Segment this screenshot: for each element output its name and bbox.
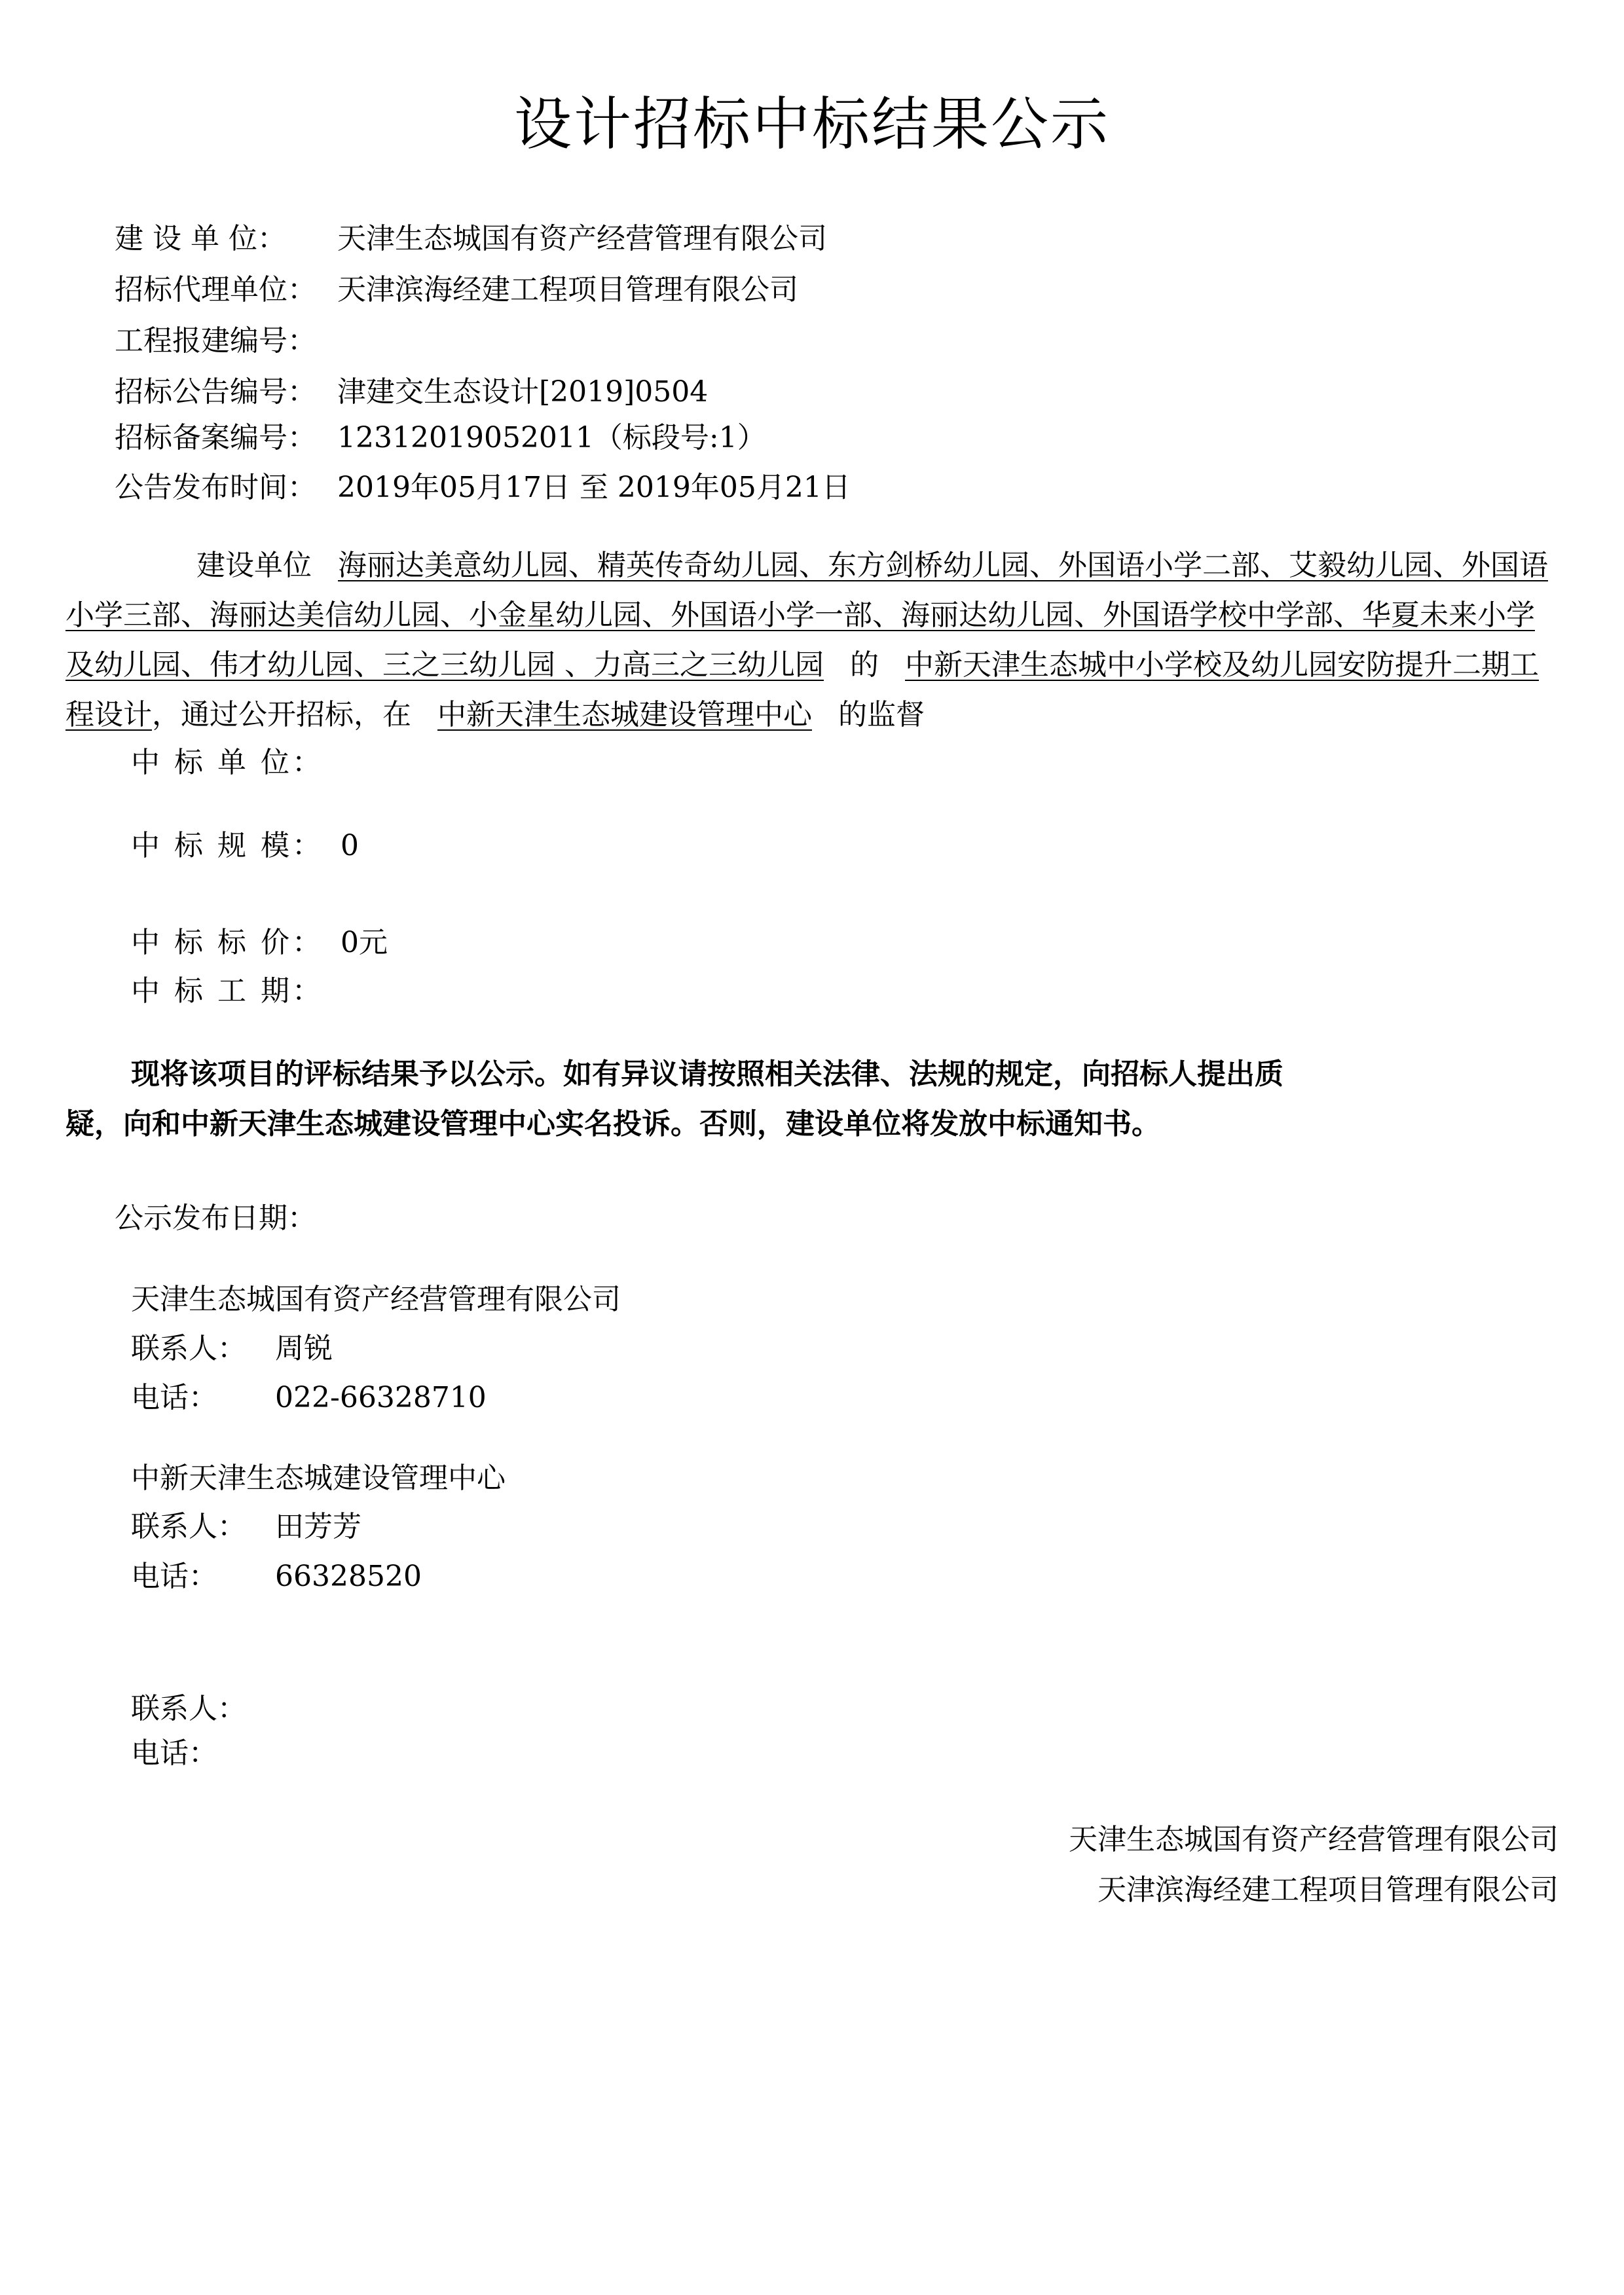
agent-row <box>115 270 798 310</box>
paragraph-of: 的 <box>849 648 879 682</box>
contact-phone-1: 022-66328710 <box>275 1381 487 1414</box>
contact-person-label-1: 联系人： <box>131 1332 246 1365</box>
notice-no-value: 津建交生态设计[2019]0504 <box>337 375 709 409</box>
signature-1: 天津生态城国有资产经营管理有限公司 <box>1069 1823 1559 1856</box>
award-scale-label: 中 标 规 模： <box>131 829 323 862</box>
project-no-label: 工程报建编号： <box>115 324 316 358</box>
paragraph-tail: 的监督 <box>838 698 925 731</box>
agent-value: 天津滨海经建工程项目管理有限公司 <box>337 273 798 306</box>
award-period-row <box>131 972 341 1011</box>
publicity-statement <box>65 1050 1493 1149</box>
paragraph-mid: ，通过公开招标，在 <box>152 698 411 731</box>
construction-unit-row <box>115 219 827 259</box>
notice-no-row <box>115 373 708 412</box>
agent-label: 招标代理单位： <box>115 273 316 306</box>
contact-person-1: 周锐 <box>275 1332 333 1365</box>
contact-person-label-3: 联系人： <box>131 1692 246 1725</box>
contact-org-2: 中新天津生态城建设管理中心 <box>131 1461 506 1495</box>
award-price-label: 中 标 标 价： <box>131 926 323 959</box>
contact-phone-row-2 <box>131 1557 422 1596</box>
award-scale-row <box>131 826 359 866</box>
contact-phone-label-1: 电话： <box>131 1381 217 1414</box>
publish-date-row <box>115 1199 316 1238</box>
signature-2: 天津滨海经建工程项目管理有限公司 <box>1098 1873 1559 1907</box>
project-name: 中新天津生态城中小学校及幼儿园安防提升二期工程设计 <box>65 648 1539 731</box>
contact-person-label-2: 联系人： <box>131 1510 246 1543</box>
record-no-row <box>115 418 766 458</box>
page-title: 设计招标中标结果公示 <box>513 90 1110 158</box>
contact-person-row-3 <box>131 1689 275 1729</box>
record-no-label: 招标备案编号： <box>115 421 316 454</box>
publish-time-value: 2019年05月17日 至 2019年05月21日 <box>337 471 851 504</box>
contact-person-row-1 <box>131 1329 333 1368</box>
construction-unit-label: 建 设 单 位： <box>115 222 286 255</box>
notice-no-label: 招标公告编号： <box>115 375 316 409</box>
supervisor-name: 中新天津生态城建设管理中心 <box>437 698 812 731</box>
publish-time-label: 公告发布时间： <box>115 471 316 504</box>
publish-date-label: 公示发布日期： <box>115 1202 316 1235</box>
award-unit-label: 中 标 单 位： <box>131 746 323 779</box>
contact-phone-row-1 <box>131 1378 487 1418</box>
contact-phone-label-2: 电话： <box>131 1560 217 1593</box>
construction-unit-value: 天津生态城国有资产经营管理有限公司 <box>337 222 827 255</box>
contact-phone-label-3: 电话： <box>131 1736 217 1770</box>
record-no-value: 12312019052011（标段号:1） <box>337 421 766 454</box>
contact-phone-row-3 <box>131 1734 275 1773</box>
contact-person-row-2 <box>131 1507 361 1547</box>
announcement-paragraph <box>65 541 1559 740</box>
publish-time-row <box>115 468 851 507</box>
award-unit-row <box>131 743 341 782</box>
award-scale-value: 0 <box>341 829 359 862</box>
award-price-row <box>131 923 388 963</box>
statement-line-2: 疑，向和中新天津生态城建设管理中心实名投诉。否则，建设单位将发放中标通知书。 <box>65 1107 1160 1141</box>
contact-phone-2: 66328520 <box>275 1560 422 1593</box>
award-period-label: 中 标 工 期： <box>131 974 323 1008</box>
project-no-row <box>115 321 337 361</box>
contact-org-1: 天津生态城国有资产经营管理有限公司 <box>131 1283 621 1316</box>
paragraph-lead: 建设单位 <box>196 549 312 582</box>
contact-person-2: 田芳芳 <box>275 1510 361 1543</box>
statement-line-1: 现将该项目的评标结果予以公示。如有异议请按照相关法律、法规的规定，向招标人提出质 <box>131 1057 1283 1091</box>
bidding-units: 海丽达美意幼儿园、精英传奇幼儿园、东方剑桥幼儿园、外国语小学二部、艾毅幼儿园、外国语小学三部、海丽达美信幼儿园、小金星幼儿园、外国语小学一部、海丽达幼儿园、外国语学校中学部、华夏未来小学及幼儿园、伟才幼儿园、三之三幼儿园 、力高三之三幼儿园 <box>65 549 1548 682</box>
award-price-value: 0元 <box>341 926 388 959</box>
